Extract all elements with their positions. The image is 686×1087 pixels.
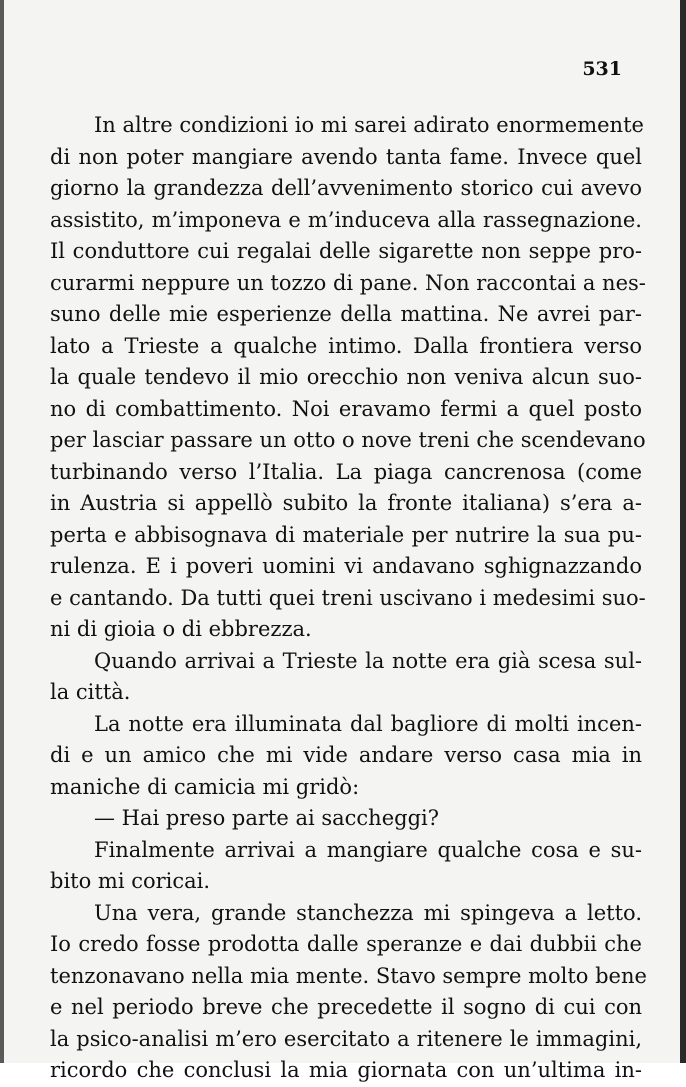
text-line: giorno la grandezza dell’avvenimento storico cui avevo: [50, 176, 642, 200]
text-line: Quando arrivai a Trieste la notte era già scesa sul-: [94, 648, 642, 673]
paragraph: [50, 835, 642, 898]
text-line: turbinando verso l’Italia. La piaga cancrenosa (come: [50, 459, 642, 484]
text-line: di non poter mangiare avendo tanta fame. Invece quel: [50, 144, 642, 169]
text-line: no di combattimento. Noi eravamo fermi a quel posto: [50, 396, 642, 421]
text-line: suno delle mie esperienze della mattina. Ne avrei par-: [50, 302, 642, 326]
text-line: la città.: [50, 680, 131, 704]
text-line: perta e abbisognava di materiale per nutrire la sua pu-: [50, 522, 642, 547]
text-line: Il conduttore cui regalai delle sigarette non seppe pro-: [50, 239, 642, 263]
text-line: e nel periodo breve che precedette il sogno di cui con: [50, 995, 642, 1019]
paragraph: [50, 709, 642, 804]
text-line: Una vera, grande stanchezza mi spingeva a letto.: [94, 900, 642, 925]
text-line: in Austria si appellò subito la fronte italiana) s’era a-: [50, 491, 642, 515]
paragraph: [50, 110, 646, 646]
text-line: rulenza. E i poveri uomini vi andavano sghignazzando: [50, 554, 642, 578]
text-line: la quale tendevo il mio orecchio non veniva alcun suo-: [50, 365, 642, 389]
text-line: bito mi coricai.: [50, 869, 211, 893]
text-line: La notte era illuminata dal bagliore di molti incen-: [94, 711, 642, 736]
text-line: per lasciar passare un otto o nove treni che scendevano: [50, 428, 646, 452]
text-line: e cantando. Da tutti quei treni uscivano i medesimi suo-: [50, 585, 646, 610]
paragraph: [50, 898, 647, 1087]
text-line: di e un amico che mi vide andare verso casa mia in: [50, 743, 642, 767]
paragraph: [50, 646, 642, 709]
text-line: In altre condizioni io mi sarei adirato enormemente: [94, 113, 644, 137]
text-line: tenzonavano nella mia mente. Stavo sempre molto bene: [50, 963, 647, 988]
page-number: 531: [582, 58, 622, 80]
text-line: lato a Trieste a qualche intimo. Dalla frontiera verso: [50, 333, 642, 358]
text-line: Io credo fosse prodotta dalle speranze e dai dubbii che: [50, 932, 642, 956]
text-line: — Hai preso parte ai saccheggi?: [94, 806, 439, 830]
text-line: ricordo che conclusi la mia giornata con un’ultima in-: [50, 1058, 642, 1082]
text-line: curarmi neppure un tozzo di pane. Non raccontai a nes-: [50, 270, 646, 295]
text-line: assistito, m’imponeva e m’induceva alla rassegnazione.: [50, 207, 642, 232]
text-line: la psico-analisi m’ero esercitato a ritenere le immagini,: [50, 1026, 642, 1051]
paragraph: [50, 803, 642, 835]
text-line: Finalmente arrivai a mangiare qualche cosa e su-: [94, 837, 642, 862]
text-line: ni di gioia o di ebbrezza.: [50, 617, 312, 641]
text-line: maniche di camicia mi gridò:: [50, 774, 360, 799]
text-body: [50, 110, 647, 1087]
